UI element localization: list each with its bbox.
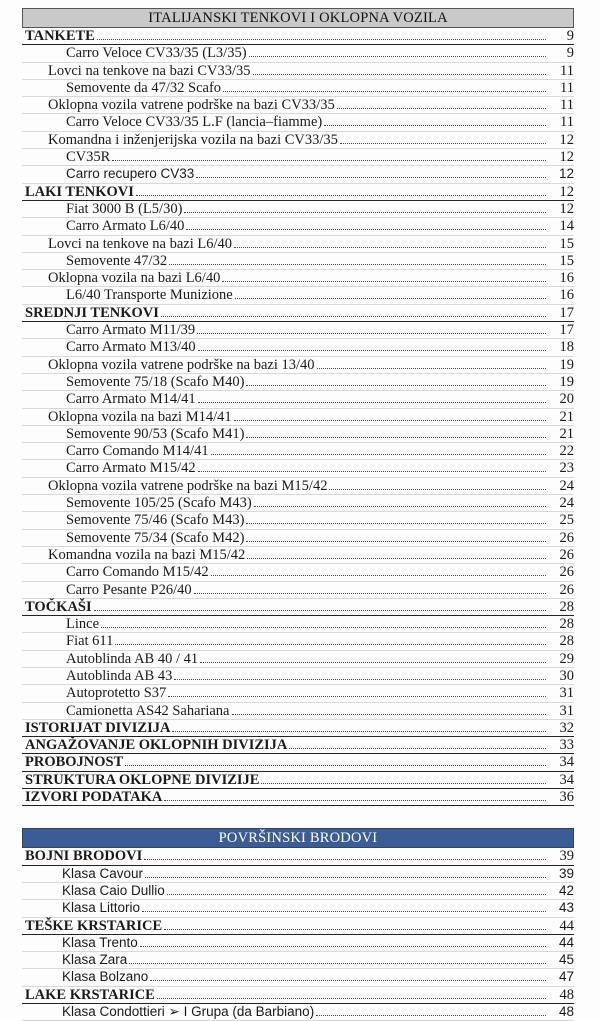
toc-page-number: 43 xyxy=(558,900,574,916)
toc-entry-title: Komandna i inženjerijska vozila na bazi CV33/35 xyxy=(48,131,338,148)
toc-page-number: 45 xyxy=(558,952,574,968)
toc-entry-row[interactable] xyxy=(22,114,574,131)
dot-leader xyxy=(246,374,546,386)
toc-page-number: 15 xyxy=(559,235,574,252)
toc-page-number: 9 xyxy=(566,45,574,62)
toc-entry-title: CV35R xyxy=(66,149,111,166)
toc-heading-row[interactable] xyxy=(22,305,574,322)
toc-heading-row[interactable] xyxy=(22,720,574,737)
toc-entry-row[interactable] xyxy=(22,236,574,253)
toc-page-number: 18 xyxy=(559,339,574,356)
toc-page-number: 30 xyxy=(559,667,574,684)
dot-leader xyxy=(289,737,546,749)
toc-page-number: 26 xyxy=(559,581,574,598)
dot-leader xyxy=(198,460,546,472)
toc-entry-row[interactable] xyxy=(22,564,574,581)
toc-page-number: 48 xyxy=(559,986,574,1003)
dot-leader xyxy=(168,685,546,697)
toc-entry-title: Semovente 47/32 xyxy=(66,252,168,269)
toc-page-number: 17 xyxy=(559,304,574,321)
section-gap xyxy=(22,806,574,828)
toc-entry-title: L6/40 Transporte Munizione xyxy=(66,287,233,304)
toc-entry-title: Carro Armato L6/40 xyxy=(66,218,185,235)
toc-entry-title: Semovente 75/46 (Scafo M43) xyxy=(66,512,245,529)
toc-page-number: 32 xyxy=(559,719,574,736)
toc-entry-title: SREDNJI TENKOVI xyxy=(25,304,159,321)
dot-leader xyxy=(235,287,546,299)
dot-leader xyxy=(337,97,546,109)
toc-list-tanks xyxy=(22,28,574,806)
toc-page-number: 39 xyxy=(559,848,574,865)
dot-leader xyxy=(145,866,546,878)
toc-entry-title: STRUKTURA OKLOPNE DIVIZIJE xyxy=(25,771,260,788)
dot-leader xyxy=(125,754,546,766)
toc-entry-row[interactable] xyxy=(22,374,574,391)
toc-entry-title: Carro Comando M14/41 xyxy=(66,443,209,460)
toc-page-number: 17 xyxy=(559,322,574,339)
toc-entry-row[interactable] xyxy=(22,495,574,512)
toc-heading-row[interactable] xyxy=(22,918,574,935)
toc-entry-row[interactable] xyxy=(22,969,574,986)
toc-entry-title: Lovci na tenkove na bazi CV33/35 xyxy=(48,62,251,79)
toc-page-number: 11 xyxy=(560,79,574,96)
dot-leader xyxy=(129,952,546,964)
toc-entry-title: Autoprotetto S37 xyxy=(66,685,167,702)
toc-entry-title: Klasa Cavour xyxy=(62,865,144,881)
toc-page-number: 31 xyxy=(559,702,574,719)
toc-heading-row[interactable] xyxy=(22,987,574,1004)
toc-entry-row[interactable] xyxy=(22,253,574,270)
dot-leader xyxy=(157,987,546,999)
toc-entry-title: Lince xyxy=(66,616,100,633)
dot-leader xyxy=(261,772,546,784)
toc-entry-title: Carro Armato M13/40 xyxy=(66,339,196,356)
dot-leader xyxy=(232,703,547,715)
toc-page-number: 21 xyxy=(559,425,574,442)
toc-page-number: 24 xyxy=(559,495,574,512)
toc-entry-row[interactable] xyxy=(22,339,574,356)
toc-entry-row[interactable] xyxy=(22,287,574,304)
dot-leader xyxy=(164,789,546,801)
toc-page-number: 21 xyxy=(559,408,574,425)
dot-leader xyxy=(200,651,546,663)
toc-entry-row[interactable] xyxy=(22,149,574,166)
toc-heading-row[interactable] xyxy=(22,737,574,754)
toc-entry-row[interactable] xyxy=(22,703,574,720)
dot-leader xyxy=(167,883,546,895)
toc-entry-title: Autoblinda AB 40 / 41 xyxy=(66,650,199,667)
toc-entry-title: Carro recupero CV33 xyxy=(66,166,195,182)
toc-entry-row[interactable] xyxy=(22,582,574,599)
toc-entry-title: TOČKAŠI xyxy=(25,598,92,615)
toc-entry-title: ANGAŽOVANJE OKLOPNIH DIVIZIJA xyxy=(25,737,288,754)
toc-page-number: 33 xyxy=(559,737,574,754)
toc-entry-title: Oklopna vozila vatrene podrške na bazi M15/42 xyxy=(48,477,328,494)
dot-leader xyxy=(174,668,546,680)
toc-page-number: 47 xyxy=(558,969,574,985)
toc-entry-row[interactable] xyxy=(22,201,574,218)
dot-leader xyxy=(316,1004,546,1016)
dot-leader xyxy=(329,478,546,490)
dot-leader xyxy=(234,236,546,248)
toc-entry-title: Fiat 611 xyxy=(66,633,114,650)
toc-entry-row[interactable] xyxy=(22,685,574,702)
toc-entry-title: Klasa Littorio xyxy=(62,900,141,916)
toc-entry-title: Carro Veloce CV33/35 (L3/35) xyxy=(66,45,247,62)
toc-entry-row[interactable] xyxy=(22,616,574,633)
toc-entry-title: PROBOJNOST xyxy=(25,754,124,771)
toc-page-number: 14 xyxy=(559,218,574,235)
toc-page-number: 28 xyxy=(559,598,574,615)
toc-entry-title: Semovente 90/53 (Scafo M41) xyxy=(66,425,245,442)
toc-entry-row[interactable] xyxy=(22,633,574,650)
toc-entry-title: Fiat 3000 B (L5/30) xyxy=(66,200,183,217)
dot-leader xyxy=(196,166,546,178)
toc-entry-title: LAKI TENKOVI xyxy=(25,183,134,200)
dot-leader xyxy=(94,599,546,611)
dot-leader xyxy=(317,357,546,369)
dot-leader xyxy=(136,184,546,196)
toc-page-number: 11 xyxy=(560,62,574,79)
toc-page-number: 12 xyxy=(559,200,574,217)
dot-leader xyxy=(246,530,546,542)
toc-entry-title: Oklopna vozila na bazi L6/40 xyxy=(48,270,221,287)
dot-leader xyxy=(340,132,546,144)
toc-entry-row[interactable] xyxy=(22,426,574,443)
toc-page-number: 34 xyxy=(559,754,574,771)
dot-leader xyxy=(211,564,546,576)
dot-leader xyxy=(115,633,546,645)
toc-page-number: 12 xyxy=(559,131,574,148)
toc-entry-title: Carro Veloce CV33/35 L.F (lancia–fiamme) xyxy=(66,114,323,131)
dot-leader xyxy=(197,322,546,334)
toc-entry-row[interactable] xyxy=(22,530,574,547)
toc-entry-row[interactable] xyxy=(22,218,574,235)
toc-entry-row[interactable] xyxy=(22,357,574,374)
toc-entry-title: Autoblinda AB 43 xyxy=(66,667,173,684)
dot-leader xyxy=(246,426,546,438)
toc-page-number: 26 xyxy=(559,546,574,563)
toc-entry-title: Carro Armato M15/42 xyxy=(66,460,196,477)
toc-entry-title: Camionetta AS42 Sahariana xyxy=(66,702,230,719)
toc-page-number: 31 xyxy=(559,685,574,702)
toc-page-number: 34 xyxy=(559,771,574,788)
toc-entry-title: BOJNI BRODOVI xyxy=(25,848,143,865)
toc-entry-row[interactable] xyxy=(22,478,574,495)
toc-page-number: 23 xyxy=(559,460,574,477)
toc-entry-row[interactable] xyxy=(22,668,574,685)
dot-leader xyxy=(161,305,546,317)
toc-page-number: 25 xyxy=(559,512,574,529)
dot-leader xyxy=(222,270,546,282)
toc-entry-row[interactable] xyxy=(22,883,574,900)
toc-entry-title: Semovente 75/18 (Scafo M40) xyxy=(66,373,245,390)
toc-entry-title: Klasa Bolzano xyxy=(62,969,149,985)
toc-entry-row[interactable] xyxy=(22,63,574,80)
toc-page-number: 22 xyxy=(559,443,574,460)
toc-page-number: 28 xyxy=(559,616,574,633)
toc-page-number: 26 xyxy=(559,564,574,581)
toc-page-number: 19 xyxy=(559,373,574,390)
toc-entry-title: IZVORI PODATAKA xyxy=(25,789,163,806)
dot-leader xyxy=(254,495,546,507)
toc-page-number: 11 xyxy=(560,114,574,131)
dot-leader xyxy=(324,114,546,126)
dot-leader xyxy=(211,443,546,455)
dot-leader xyxy=(249,45,546,57)
toc-entry-title: Carro Armato M11/39 xyxy=(66,322,196,339)
dot-leader xyxy=(150,969,546,981)
toc-page-number: 36 xyxy=(559,789,574,806)
toc-heading-row[interactable] xyxy=(22,28,574,45)
toc-entry-row[interactable] xyxy=(22,952,574,969)
dot-leader xyxy=(142,900,546,912)
toc-page-number: 19 xyxy=(559,356,574,373)
toc-page-number: 12 xyxy=(559,149,574,166)
toc-page-number: 15 xyxy=(559,252,574,269)
toc-heading-row[interactable] xyxy=(22,754,574,771)
toc-entry-title: Carro Armato M14/41 xyxy=(66,391,196,408)
toc-entry-title: TEŠKE KRSTARICE xyxy=(25,917,163,934)
toc-entry-title: Carro Pesante P26/40 xyxy=(66,581,192,598)
toc-list-ships xyxy=(22,848,574,1021)
toc-entry-row[interactable] xyxy=(22,443,574,460)
toc-entry-title: Lovci na tenkove na bazi L6/40 xyxy=(48,235,233,252)
toc-entry-title: Semovente 75/34 (Scafo M42) xyxy=(66,529,245,546)
toc-entry-title: Carro Comando M15/42 xyxy=(66,564,209,581)
toc-entry-title: Klasa Trento xyxy=(62,934,138,950)
toc-entry-row[interactable] xyxy=(22,80,574,97)
toc-page-number: 26 xyxy=(559,529,574,546)
toc-page-number: 44 xyxy=(558,934,574,950)
toc-entry-row[interactable] xyxy=(22,1004,574,1021)
toc-page-number: 16 xyxy=(559,270,574,287)
dot-leader xyxy=(246,512,546,524)
dot-leader xyxy=(112,149,546,161)
toc-heading-row[interactable] xyxy=(22,772,574,789)
toc-entry-row[interactable] xyxy=(22,512,574,529)
toc-page-number: 12 xyxy=(559,183,574,200)
table-of-contents-page xyxy=(22,8,574,1021)
toc-entry-title: ISTORIJAT DIVIZIJA xyxy=(25,719,171,736)
dot-leader xyxy=(186,218,546,230)
dot-leader xyxy=(247,547,546,559)
dot-leader xyxy=(198,391,546,403)
toc-entry-title: Klasa Caio Dullio xyxy=(62,882,165,898)
dot-leader xyxy=(140,935,546,947)
toc-heading-row[interactable] xyxy=(22,184,574,201)
dot-leader xyxy=(194,582,546,594)
toc-page-number: 44 xyxy=(559,917,574,934)
toc-entry-row[interactable] xyxy=(22,460,574,477)
toc-entry-row[interactable] xyxy=(22,935,574,952)
toc-entry-title: Oklopna vozila na bazi M14/41 xyxy=(48,408,232,425)
toc-entry-title: Klasa Zara xyxy=(62,952,128,968)
dot-leader xyxy=(234,409,546,421)
toc-page-number: 12 xyxy=(558,166,574,182)
toc-entry-title: LAKE KRSTARICE xyxy=(25,986,155,1003)
toc-entry-row[interactable] xyxy=(22,132,574,149)
toc-entry-row[interactable] xyxy=(22,97,574,114)
toc-heading-row[interactable] xyxy=(22,599,574,616)
toc-page-number: 39 xyxy=(558,865,574,881)
toc-entry-row[interactable] xyxy=(22,322,574,339)
section-header-ships: POVRŠINSKI BRODOVI xyxy=(22,828,574,848)
dot-leader xyxy=(97,28,546,40)
toc-entry-row[interactable] xyxy=(22,45,574,62)
toc-heading-row[interactable] xyxy=(22,848,574,865)
dot-leader xyxy=(169,253,546,265)
dot-leader xyxy=(184,201,546,213)
dot-leader xyxy=(164,918,546,930)
dot-leader xyxy=(172,720,546,732)
dot-leader xyxy=(223,80,546,92)
toc-entry-title: Semovente da 47/32 Scafo xyxy=(66,79,222,96)
dot-leader xyxy=(253,63,546,75)
toc-entry-title: Semovente 105/25 (Scafo M43) xyxy=(66,495,252,512)
toc-entry-title: Oklopna vozila vatrene podrške na bazi CV33/35 xyxy=(48,97,335,114)
toc-entry-title: TANKETE xyxy=(25,28,95,44)
toc-page-number: 16 xyxy=(559,287,574,304)
toc-page-number: 42 xyxy=(558,882,574,898)
toc-page-number: 9 xyxy=(566,28,574,44)
dot-leader xyxy=(144,848,546,860)
toc-entry-row[interactable] xyxy=(22,391,574,408)
dot-leader xyxy=(101,616,546,628)
toc-page-number: 29 xyxy=(559,650,574,667)
toc-entry-row[interactable] xyxy=(22,866,574,883)
toc-page-number: 24 xyxy=(559,477,574,494)
toc-entry-row[interactable] xyxy=(22,651,574,668)
toc-entry-title: Komandna vozila na bazi M15/42 xyxy=(48,546,246,563)
section-header-tanks: ITALIJANSKI TENKOVI I OKLOPNA VOZILA xyxy=(22,8,574,28)
toc-entry-row[interactable] xyxy=(22,547,574,564)
toc-heading-row[interactable] xyxy=(22,789,574,806)
toc-entry-row[interactable] xyxy=(22,270,574,287)
toc-entry-title: Klasa Condottieri ➢ I Grupa (da Barbiano) xyxy=(62,1004,315,1020)
toc-page-number: 28 xyxy=(559,633,574,650)
toc-entry-title: Oklopna vozila vatrene podrške na bazi 13/40 xyxy=(48,356,315,373)
toc-entry-row[interactable] xyxy=(22,409,574,426)
toc-page-number: 11 xyxy=(560,97,574,114)
toc-entry-row[interactable] xyxy=(22,166,574,183)
toc-page-number: 20 xyxy=(559,391,574,408)
dot-leader xyxy=(198,339,546,351)
toc-page-number: 48 xyxy=(558,1004,574,1020)
toc-entry-row[interactable] xyxy=(22,900,574,917)
